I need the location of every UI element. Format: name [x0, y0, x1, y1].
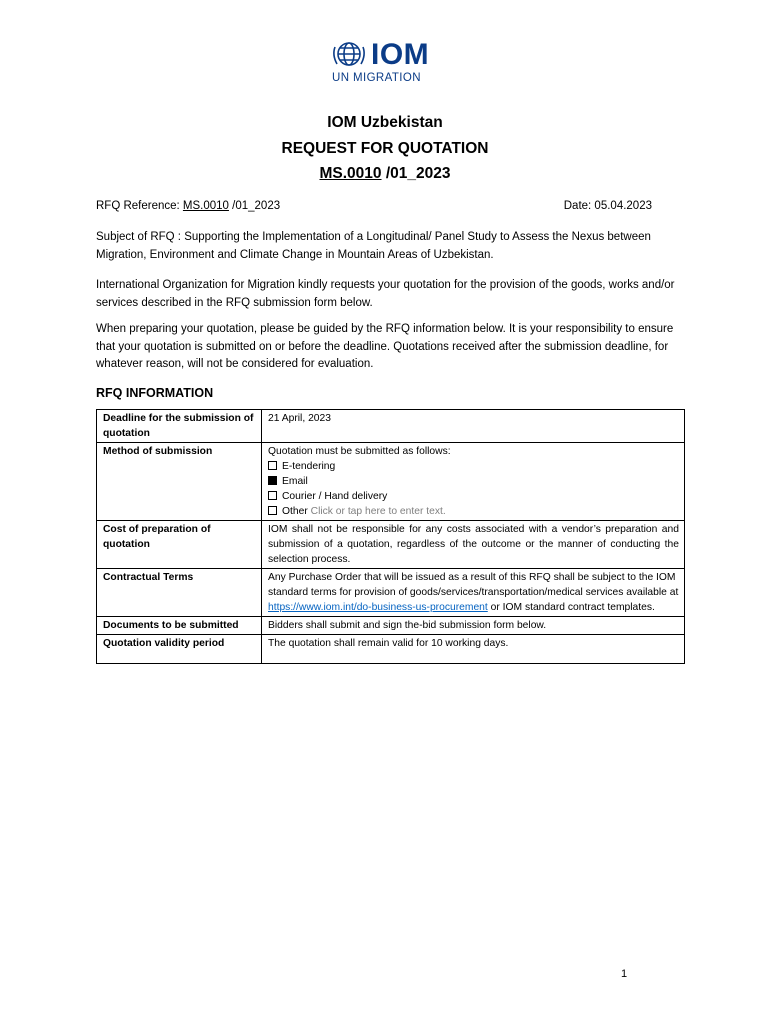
checkbox-icon[interactable] [268, 506, 277, 515]
rfq-date: Date: 05.04.2023 [563, 200, 652, 212]
terms-text: Any Purchase Order that will be issued as a result of this RFQ shall be subject to the IOM standard terms for provision of goods/services/transportation/medical services available at [268, 572, 679, 598]
table-row [97, 635, 685, 664]
checkbox-icon[interactable] [268, 461, 277, 470]
guidance-paragraph: When preparing your quotation, please be guided by the RFQ information below. It is your responsibility to ensure that your quotation is submitted on or before the deadline. Quotations received after the submission deadline, for whatever reason, will not be considered for evaluation. [96, 323, 674, 370]
other-text-field[interactable]: Click or tap here to enter text. [310, 506, 446, 517]
option-label: E-tendering [282, 461, 336, 472]
rfq-reference-code: MS.0010 [182, 200, 229, 212]
option-courier[interactable] [268, 489, 679, 504]
un-globe-icon [331, 38, 369, 72]
checkbox-icon[interactable] [268, 491, 277, 500]
table-row [97, 410, 685, 443]
intro-paragraph: International Organization for Migration kindly requests your quotation for the provision of the goods, works and/or services described in the RFQ submission form below. [96, 279, 675, 309]
table-row [97, 443, 685, 521]
terms-label: Contractual Terms [97, 569, 262, 617]
logo-tagline: UN MIGRATION [332, 72, 421, 84]
office-title: IOM Uzbekistan [327, 114, 443, 131]
rfq-code: MS.0010 [319, 165, 382, 182]
option-label: Email [282, 476, 308, 487]
terms-text-end: or IOM standard contract templates. [487, 602, 655, 613]
rfq-code-suffix: /01_2023 [381, 165, 451, 182]
method-value [262, 443, 685, 521]
option-label: Courier / Hand delivery [282, 491, 388, 502]
subject-paragraph: Subject of RFQ : Supporting the Implementation of a Longitudinal/ Panel Study to Assess the Nexus between Migration, Environment and Climate Change in Mountain Areas of Uzbekistan. [96, 231, 651, 261]
iom-logo [331, 38, 441, 86]
rfq-reference-label: RFQ Reference: [96, 200, 183, 212]
option-e-tendering[interactable] [268, 459, 679, 474]
deadline-value: 21 April, 2023 [262, 410, 685, 443]
validity-value: The quotation shall remain valid for 10 working days. [262, 635, 685, 664]
table-row [97, 617, 685, 635]
document-title: REQUEST FOR QUOTATION [281, 140, 489, 157]
rfq-reference [96, 198, 280, 214]
table-row [97, 521, 685, 569]
option-email[interactable] [268, 474, 679, 489]
rfq-info-table [96, 409, 685, 664]
option-label: Other [282, 506, 308, 517]
validity-label: Quotation validity period [97, 635, 262, 664]
method-label: Method of submission [97, 443, 262, 521]
logo-brand: IOM [371, 38, 430, 71]
cost-value: IOM shall not be responsible for any costs associated with a vendor’s preparation and submission of a quotation, regardless of the outcome or the manner of conducting the selection process. [262, 521, 685, 569]
checkbox-checked-icon[interactable] [268, 476, 277, 485]
section-title: RFQ INFORMATION [96, 386, 214, 400]
cost-label: Cost of preparation of quotation [97, 521, 262, 569]
documents-value: Bidders shall submit and sign the-bid submission form below. [262, 617, 685, 635]
terms-value [262, 569, 685, 617]
documents-label: Documents to be submitted [97, 617, 262, 635]
table-row [97, 569, 685, 617]
method-intro: Quotation must be submitted as follows: [268, 446, 451, 457]
page-number: 1 [621, 968, 628, 980]
option-other[interactable] [268, 504, 679, 519]
procurement-link[interactable]: https://www.iom.int/do-business-us-procurement [268, 602, 488, 613]
deadline-label: Deadline for the submission of quotation [97, 410, 262, 443]
rfq-number [0, 164, 770, 184]
rfq-reference-suffix: /01_2023 [228, 200, 281, 212]
